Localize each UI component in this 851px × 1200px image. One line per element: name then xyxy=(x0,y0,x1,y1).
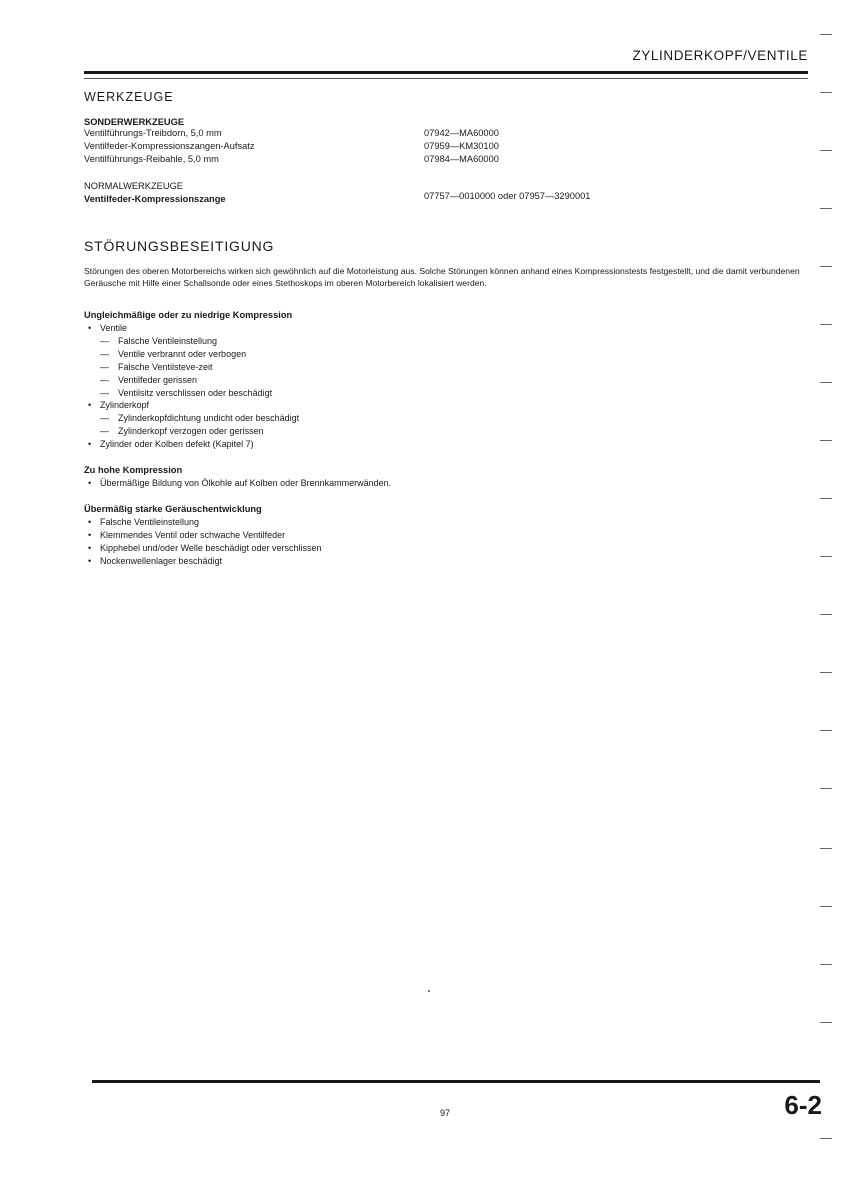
margin-tick xyxy=(820,34,832,35)
margin-tick xyxy=(820,208,832,209)
list-item xyxy=(84,348,299,361)
list-item-text: Zylinder oder Kolben defekt (Kapitel 7) xyxy=(100,439,254,450)
normal-tools-heading: NORMALWERKZEUGE xyxy=(84,181,184,191)
tools-heading: WERKZEUGE xyxy=(84,90,174,104)
special-tool-name: Ventilführungs-Reibahle, 5,0 mm xyxy=(84,154,219,164)
list-item xyxy=(84,374,299,387)
normal-tool-name: Ventilfeder-Kompressionszange xyxy=(84,194,226,204)
list-item xyxy=(84,516,321,529)
list-item-text: Übermäßige Bildung von Ölkohle auf Kolben oder Brennkammerwänden. xyxy=(100,478,392,488)
list-item-text: Zylinderkopfdichtung undicht oder beschädigt xyxy=(118,413,300,424)
bullet: • xyxy=(88,517,92,527)
margin-tick xyxy=(820,556,832,557)
margin-tick xyxy=(820,150,832,151)
scan-speck xyxy=(428,990,430,992)
margin-tick xyxy=(820,964,832,965)
bullet: • xyxy=(88,542,92,553)
margin-tick xyxy=(820,614,832,615)
list-item-text: Kipphebel und/oder Welle beschädigt oder verschlissen xyxy=(100,542,322,553)
dash: — xyxy=(100,374,109,385)
special-tools-heading: SONDERWERKZEUGE xyxy=(84,117,185,127)
bullet: • xyxy=(88,555,92,566)
dash: — xyxy=(100,387,109,398)
margin-tick xyxy=(820,266,832,267)
margin-tick xyxy=(820,324,832,325)
high-compression-heading: Zu hohe Kompression xyxy=(84,465,183,475)
list-item xyxy=(84,477,391,490)
low-compression-heading: Ungleichmäßige oder zu niedrige Kompression xyxy=(84,310,293,320)
header-rule xyxy=(84,71,808,74)
normal-tool-code: 07757—0010000 oder 07957—3290001 xyxy=(424,191,591,201)
list-item-text: Klemmendes Ventil oder schwache Ventilfeder xyxy=(100,529,286,540)
special-tool-code: 07942—MA60000 xyxy=(424,128,499,138)
list-item-text: Ventilsitz verschlissen oder beschädigt xyxy=(118,387,273,398)
margin-tick xyxy=(820,906,832,907)
troubleshooting-intro: Störungen des oberen Motorbereichs wirken sich gewöhnlich auf die Motorleistung aus. Solche Störungen können anhand eines Kompressionstests festgestellt, und die damit verbundenen Geräusche mit Hilfe einer Schallsonde oder eines Stethoskops im oberen Motorbereich lokalisiert werden. xyxy=(84,266,800,288)
bullet: • xyxy=(88,439,92,450)
high-compression-list xyxy=(84,477,391,490)
list-item-text: Zylinderkopf verzogen oder gerissen xyxy=(118,426,264,437)
list-item xyxy=(84,322,299,335)
footer-rule xyxy=(92,1080,820,1083)
list-item-text: Ventile verbrannt oder verbogen xyxy=(118,348,247,359)
list-item-text: Nockenwellenlager beschädigt xyxy=(100,555,223,566)
dash: — xyxy=(100,426,109,437)
list-item-text: Ventilfeder gerissen xyxy=(118,374,198,385)
margin-tick xyxy=(820,848,832,849)
margin-tick xyxy=(820,730,832,731)
list-item-text: Falsche Ventileinstellung xyxy=(100,517,200,527)
special-tool-name: Ventilführungs-Treibdorn, 5,0 mm xyxy=(84,128,222,138)
bullet: • xyxy=(88,400,92,411)
margin-tick xyxy=(820,382,832,383)
list-item xyxy=(84,542,321,555)
low-compression-list xyxy=(84,322,299,451)
special-tool-code: 07984—MA60000 xyxy=(424,154,499,164)
margin-tick xyxy=(820,788,832,789)
list-item-text: Falsche Ventilsteve-zeit xyxy=(118,361,213,372)
dash: — xyxy=(100,335,109,346)
list-item-text: Ventile xyxy=(100,323,128,333)
margin-tick xyxy=(820,92,832,93)
noise-heading: Übermäßig starke Geräuschentwicklung xyxy=(84,504,262,514)
list-item xyxy=(84,412,299,425)
list-item-text: Zylinderkopf xyxy=(100,400,150,411)
special-tool-name: Ventilfeder-Kompressionszangen-Aufsatz xyxy=(84,141,255,151)
header-rule-thin xyxy=(84,78,808,79)
header-title: ZYLINDERKOPF/VENTILE xyxy=(632,48,808,63)
troubleshooting-heading: STÖRUNGSBESEITIGUNG xyxy=(84,238,275,254)
margin-tick xyxy=(820,1022,832,1023)
list-item xyxy=(84,361,299,374)
bullet: • xyxy=(88,529,92,540)
list-item xyxy=(84,425,299,438)
bullet: • xyxy=(88,478,92,488)
noise-list xyxy=(84,516,321,568)
bullet: • xyxy=(88,323,92,333)
margin-tick xyxy=(820,440,832,441)
list-item xyxy=(84,555,321,568)
special-tool-code: 07959—KM30100 xyxy=(424,141,499,151)
dash: — xyxy=(100,361,109,372)
list-item xyxy=(84,438,299,451)
list-item xyxy=(84,399,299,412)
chapter-page-number: 6-2 xyxy=(784,1090,822,1120)
list-item xyxy=(84,529,321,542)
page-number: 97 xyxy=(440,1108,451,1118)
dash: — xyxy=(100,413,109,424)
dash: — xyxy=(100,348,109,359)
margin-tick xyxy=(820,672,832,673)
list-item xyxy=(84,335,299,348)
list-item xyxy=(84,387,299,400)
list-item-text: Falsche Ventileinstellung xyxy=(118,335,218,346)
margin-tick xyxy=(820,1138,832,1139)
margin-tick xyxy=(820,498,832,499)
